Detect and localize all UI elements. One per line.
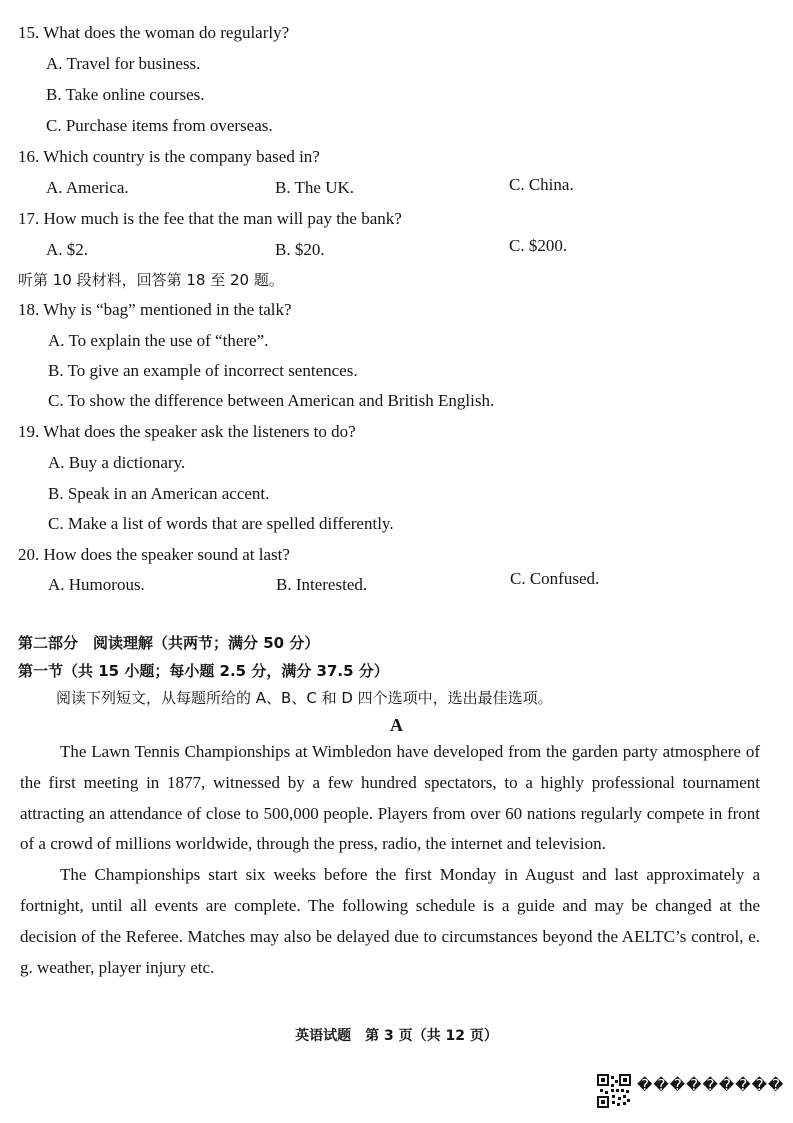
option-20a: A. Humorous.	[48, 575, 145, 594]
option-15c: C. Purchase items from overseas.	[46, 116, 273, 135]
option-17b: B. $20.	[275, 240, 325, 259]
section-one-heading: 第一节（共 15 小题；每小题 2.5 分，满分 37.5 分）	[18, 662, 389, 680]
option-15a: A. Travel for business.	[46, 54, 201, 73]
reading-instruction: 阅读下列短文，从每题所给的 A、B、C 和 D 四个选项中，选出最佳选项。	[56, 689, 553, 707]
option-15b: B. Take online courses.	[46, 85, 205, 104]
question-15: 15. What does the woman do regularly?	[18, 23, 290, 42]
qr-code-icon	[597, 1074, 631, 1108]
option-20b: B. Interested.	[276, 575, 368, 594]
part-two-heading: 第二部分 阅读理解（共两节；满分 50 分）	[18, 634, 320, 652]
question-20: 20. How does the speaker sound at last?	[18, 545, 290, 564]
option-17a: A. $2.	[46, 240, 89, 259]
passage-paragraph-2: The Championships start six weeks before the first Monday in August and last approximately a fortnight, until all events are complete. The following schedule is a guide and may be changed at the decision of the Referee. Matches may also be delayed due to circumstances beyond the AELTC’s control, e. g. weather, player injury etc.	[20, 865, 760, 977]
option-16a: A. America.	[46, 178, 129, 197]
option-17c: C. $200.	[509, 236, 568, 255]
passage-paragraph-1: The Lawn Tennis Championships at Wimbledon have developed from the garden party atmosphere of the first meeting in 1877, witnessed by a few hundred spectators, to a highly professional tournament attracting an attendance of close to 500,000 people. Players from over 60 nations regularly compete in front of a crowd of millions worldwide, through the press, radio, the internet and television.	[20, 742, 760, 854]
option-16b: B. The UK.	[275, 178, 355, 197]
question-16: 16. Which country is the company based in?	[18, 147, 320, 166]
question-17: 17. How much is the fee that the man will pay the bank?	[18, 209, 402, 228]
option-19c: C. Make a list of words that are spelled differently.	[48, 514, 394, 533]
option-18a: A. To explain the use of “there”.	[48, 331, 269, 350]
question-19: 19. What does the speaker ask the listeners to do?	[18, 422, 356, 441]
option-19a: A. Buy a dictionary.	[48, 453, 186, 472]
option-18b: B. To give an example of incorrect sentences.	[48, 361, 358, 380]
passage-title: A	[390, 715, 403, 735]
material-10-instruction: 听第 10 段材料，回答第 18 至 20 题。	[18, 271, 284, 289]
question-18: 18. Why is “bag” mentioned in the talk?	[18, 300, 292, 319]
passage-body	[20, 737, 760, 983]
page-footer: 英语试题 第 3 页（共 12 页）	[295, 1028, 498, 1044]
option-18c: C. To show the difference between American and British English.	[48, 391, 495, 410]
option-19b: B. Speak in an American accent.	[48, 484, 270, 503]
watermark-text: ���������	[637, 1076, 785, 1094]
option-16c: C. China.	[509, 175, 574, 194]
option-20c: C. Confused.	[510, 569, 600, 588]
